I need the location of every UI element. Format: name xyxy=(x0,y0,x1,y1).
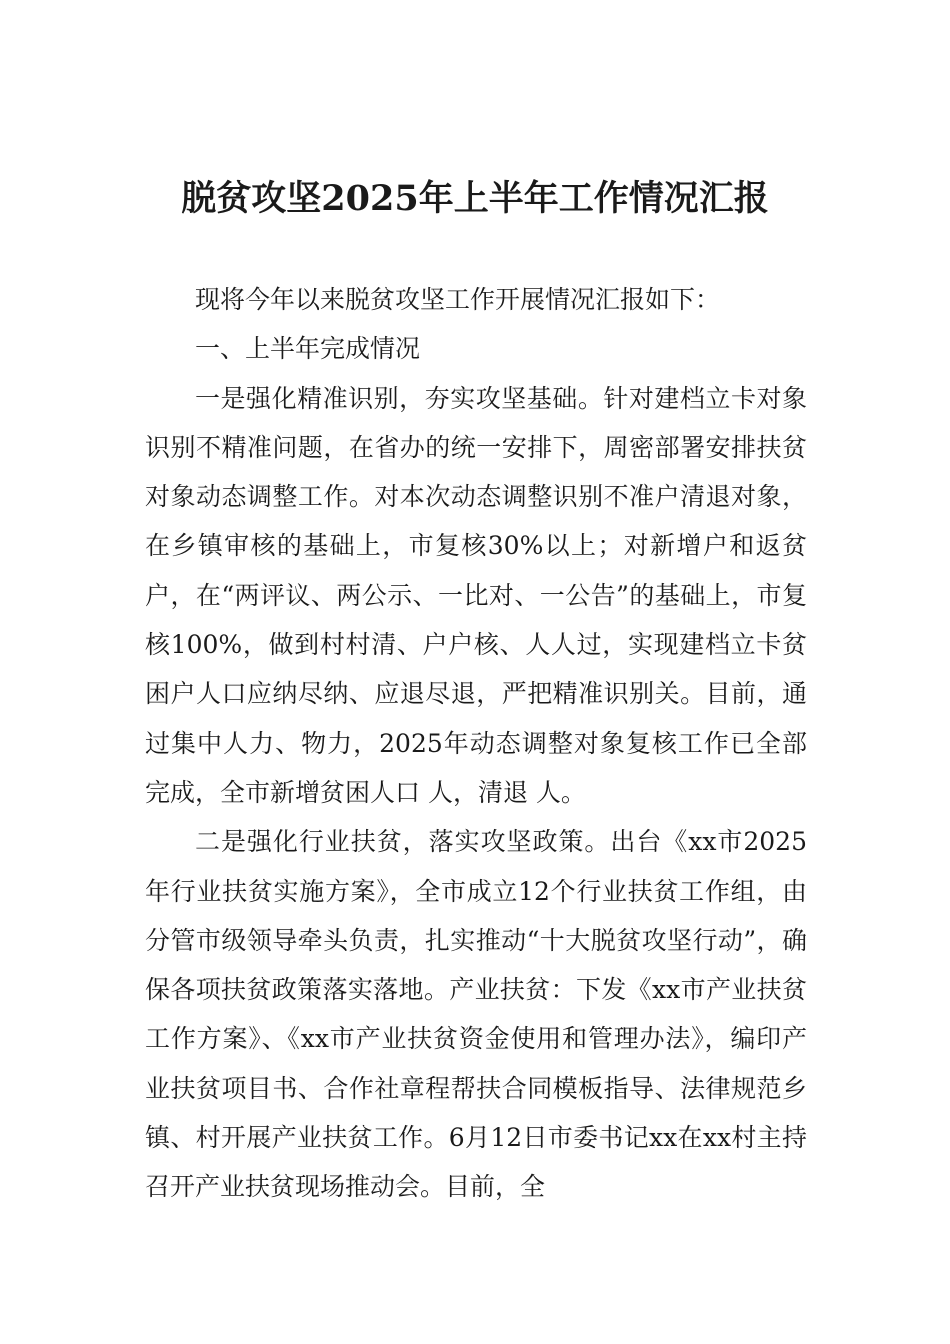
section-heading: 一、上半年完成情况 xyxy=(195,334,421,364)
paragraph-industry-poverty-alleviation: 二是强化行业扶贫，落实攻坚政策。出台《xx市2025年行业扶贫实施方案》，全市成立12个行业扶贫工作组，由分管市级领导牵头负责，扎实推动“十大脱贫攻坚行动”，确保各项扶贫政策落实落地。产业扶贫：下发《xx市产业扶贫工作方案》、《xx市产业扶贫资金使用和管理办法》，编印产业扶贫项目书、合作社章程帮扶合同模板指导、法律规范乡镇、村开展产业扶贫工作。6月12日市委书记xx在xx村主持召开产业扶贫现场推动会。目前，全 xyxy=(145,827,807,1202)
paragraph-precise-identification: 一是强化精准识别，夯实攻坚基础。针对建档立卡对象识别不精准问题，在省办的统一安排下，周密部署安排扶贫对象动态调整工作。对本次动态调整识别不准户清退对象，在乡镇审核的基础上，市复核30%以上；对新增户和返贫户，在“两评议、两公示、一比对、一公告”的基础上，市复核100%，做到村村清、户户核、人人过，实现建档立卡贫困户人口应纳尽纳、应退尽退，严把精准识别关。目前，通过集中人力、物力，2025年动态调整对象复核工作已全部完成，全市新增贫困人口 人，清退 人。 xyxy=(145,383,807,807)
document-body xyxy=(145,275,807,1212)
document-title: 脱贫攻坚2025年上半年工作情况汇报 xyxy=(181,178,769,219)
paragraph-intro: 现将今年以来脱贫攻坚工作开展情况汇报如下： xyxy=(195,285,721,314)
